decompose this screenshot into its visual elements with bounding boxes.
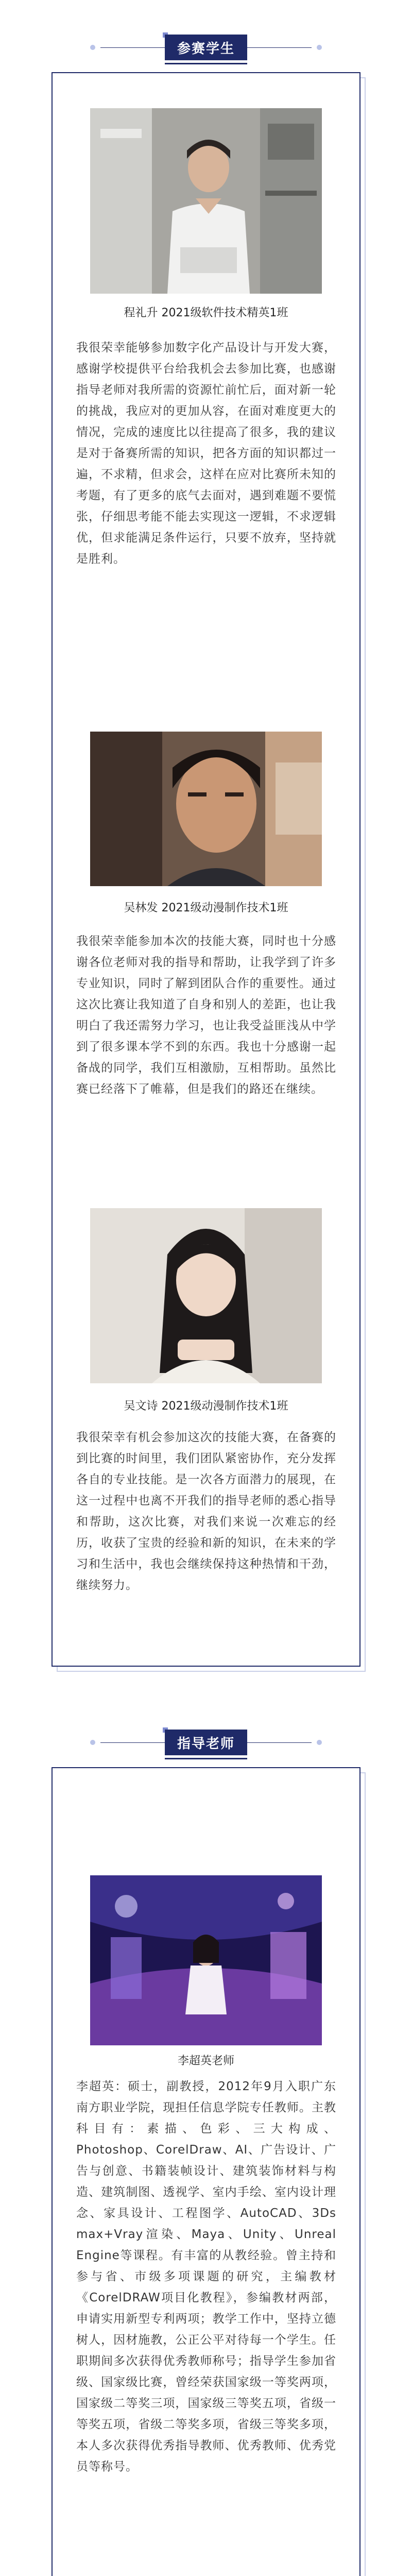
student-caption-1: 程礼升 2021级软件技术精英1班	[124, 307, 288, 319]
header-dot-icon	[90, 45, 95, 50]
student-text-3: 我很荣幸有机会参加这次的技能大赛，在备赛的到比赛的时间里，我们团队紧密协作，充分发挥各自的专业技能。是一次各方面潜力的展现，在这一过程中也离不开我们的指导老师的悉心指导和帮助，这次比赛，对我们来说一次难忘的经历，收获了宝贵的经验和新的知识，在未来的学习和生活中，我也会继续保持这种热情和干劲，继续努力。	[76, 1431, 336, 1592]
teacher-photo-1	[90, 1875, 322, 2045]
student-photo-1	[90, 108, 322, 294]
header-dot-icon	[317, 45, 322, 50]
students-section-title: 参赛学生	[165, 35, 247, 60]
students-section-header	[0, 26, 412, 77]
student-photo-3	[90, 1208, 322, 1383]
student-text-2: 我很荣幸能参加本次的技能大赛，同时也十分感谢各位老师对我的指导和帮助，让我学到了许多专业知识，同时了解到团队合作的重要性。通过这次比赛让我知道了自身和别人的差距，也让我明白了我还需努力学习，也让我受益匪浅从中学到了很多课本学不到的东西。我也十分感谢一起备战的同学，我们互相激励，互相帮助。虽然比赛已经落下了帷幕，但是我们的路还在继续。	[76, 935, 336, 1096]
student-photo-3-image	[90, 1208, 322, 1383]
teacher-caption-1: 李超英老师	[177, 2055, 234, 2067]
header-dot-icon	[317, 1740, 322, 1745]
teachers-section-header	[0, 1721, 412, 1772]
teachers-section-title: 指导老师	[165, 1730, 247, 1755]
student-photo-2	[90, 732, 322, 886]
header-stripe	[165, 1758, 247, 1759]
header-divider-right	[247, 47, 312, 48]
header-divider-left	[100, 47, 165, 48]
teacher-text-1: 李超英：硕士，副教授，2012年9月入职广东南方职业学院，现担任信息学院专任教师。主教科目有：素描、色彩、三大构成、Photoshop、CorelDraw、AI、广告设计、广告与创意、书籍装帧设计、建筑装饰材料与构造、建筑制图、透视学、室内手绘、室内设计理念、家具设计、工程图学、AutoCAD、3Ds max+Vray渲染、Maya、Unity、Unreal Engine等课程。有丰富的从教经验。曾主持和参与省、市级多项课题的研究，主编教材《CorelDRAW项目化教程》，参编教材两部，申请实用新型专利两项；教学工作中，坚持立德树人，因材施教，公正公平对待每一个学生。任职期间多次获得优秀教师称号；指导学生参加省级、国家级比赛，曾经荣获国家级一等奖两项，国家级二等奖三项，国家级三等奖五项，省级一等奖五项，省级二等奖多项，省级三等奖多项，本人多次获得优秀指导教师、优秀教师、优秀党员等称号。	[76, 2080, 336, 2473]
header-divider-right	[247, 1742, 312, 1743]
teacher-photo-1-image	[90, 1875, 322, 2045]
student-photo-2-image	[90, 732, 322, 886]
header-divider-left	[100, 1742, 165, 1743]
student-caption-3: 吴文诗 2021级动漫制作技术1班	[124, 1400, 288, 1413]
header-dot-icon	[90, 1740, 95, 1745]
student-caption-2: 吴林发 2021级动漫制作技术1班	[124, 902, 288, 914]
student-text-1: 我很荣幸能够参加数字化产品设计与开发大赛，感谢学校提供平台给我机会去参加比赛，也感谢指导老师对我所需的资源忙前忙后，面对新一轮的挑战，我应对的更加从容，在面对难度更大的情况，完成的速度比以往提高了很多，我的建议是对于备赛所需的知识，把各方面的知识都过一遍，不求精，但求会，这样在应对比赛所未知的考题，有了更多的底气去面对，遇到难题不要慌张，仔细思考能不能去实现这一逻辑，不求逻辑优，但求能满足条件运行，只要不放弃，坚持就是胜利。	[76, 341, 336, 566]
student-photo-1-image	[90, 108, 322, 294]
header-stripe	[165, 63, 247, 64]
